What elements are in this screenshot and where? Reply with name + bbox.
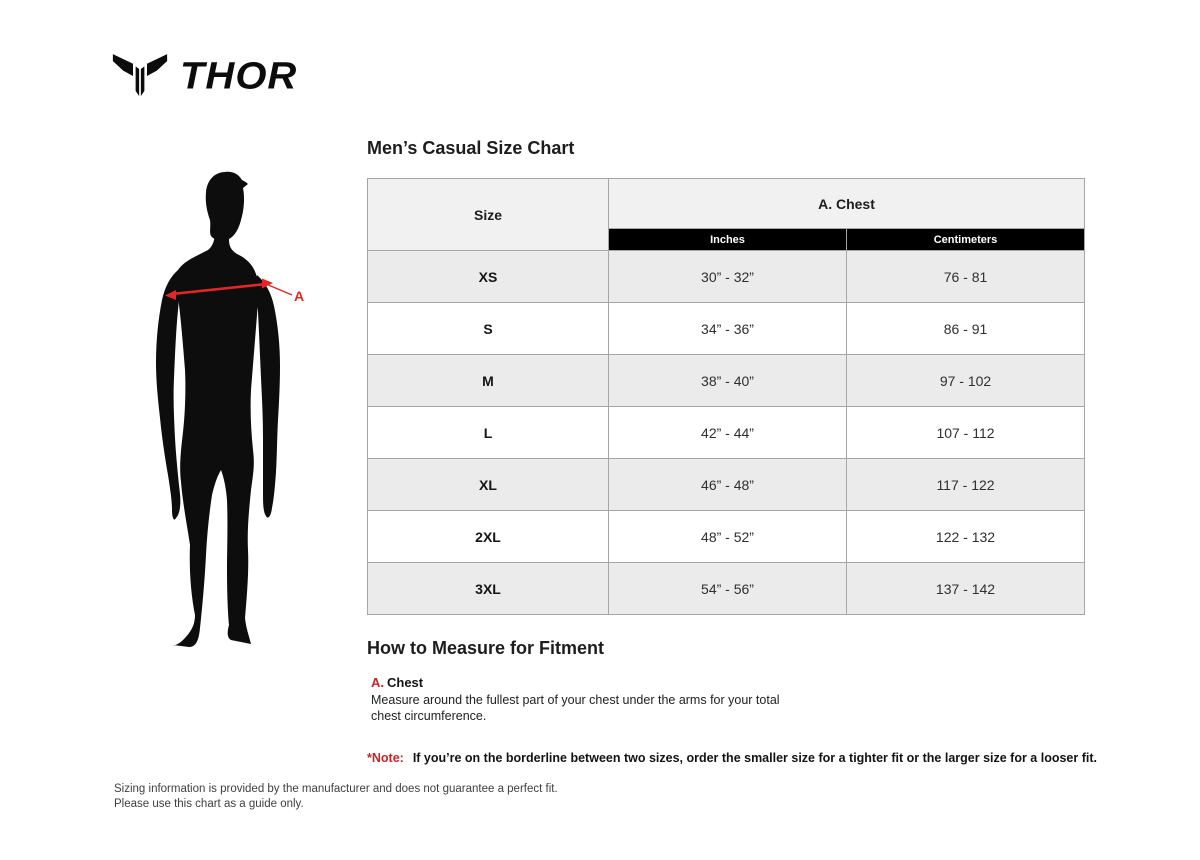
size-chart-table	[367, 178, 1085, 615]
cell-inches: 34” - 36”	[609, 303, 847, 355]
size-chart-title: Men’s Casual Size Chart	[367, 138, 575, 158]
cell-centimeters: 86 - 91	[847, 303, 1085, 355]
column-header-centimeters: Centimeters	[847, 229, 1085, 251]
table-row	[368, 355, 1085, 407]
fitment-note	[367, 751, 1097, 765]
disclaimer-line-2: Please use this chart as a guide only.	[114, 798, 304, 810]
disclaimer-line-1: Sizing information is provided by the manufacturer and does not guarantee a perfect fit.	[114, 783, 558, 795]
measure-item-name: Chest	[387, 675, 424, 690]
table-row	[368, 407, 1085, 459]
cell-size: XL	[368, 459, 609, 511]
cell-centimeters: 107 - 112	[847, 407, 1085, 459]
thor-horns-icon	[112, 50, 168, 102]
note-label: *Note:	[367, 751, 404, 765]
cell-inches: 42” - 44”	[609, 407, 847, 459]
measure-item-description: Measure around the fullest part of your chest under the arms for your total chest circumference.	[371, 693, 780, 723]
silhouette-right-arm	[256, 275, 280, 518]
cell-inches: 54” - 56”	[609, 563, 847, 615]
cell-inches: 46” - 48”	[609, 459, 847, 511]
footer-disclaimer	[114, 782, 558, 812]
cell-size: M	[368, 355, 609, 407]
cell-inches: 30” - 32”	[609, 251, 847, 303]
cell-inches: 38” - 40”	[609, 355, 847, 407]
table-row	[368, 251, 1085, 303]
column-header-inches: Inches	[609, 229, 847, 251]
cell-centimeters: 137 - 142	[847, 563, 1085, 615]
table-row	[368, 511, 1085, 563]
how-to-measure-title: How to Measure for Fitment	[367, 638, 605, 658]
brand-wordmark: THOR	[180, 54, 298, 97]
table-row	[368, 563, 1085, 615]
column-header-size: Size	[368, 179, 609, 251]
cell-centimeters: 117 - 122	[847, 459, 1085, 511]
cell-size: S	[368, 303, 609, 355]
cell-inches: 48” - 52”	[609, 511, 847, 563]
male-silhouette-figure	[145, 170, 305, 648]
size-table-body	[368, 251, 1085, 615]
cell-size: 3XL	[368, 563, 609, 615]
silhouette-left-arm	[156, 270, 180, 520]
cell-size: 2XL	[368, 511, 609, 563]
table-row	[368, 303, 1085, 355]
measure-item-chest	[371, 675, 423, 690]
table-row	[368, 459, 1085, 511]
column-header-chest-group: A. Chest	[609, 179, 1085, 229]
cell-size: XS	[368, 251, 609, 303]
cell-size: L	[368, 407, 609, 459]
thor-logo	[112, 50, 297, 102]
cell-centimeters: 97 - 102	[847, 355, 1085, 407]
cell-centimeters: 76 - 81	[847, 251, 1085, 303]
chest-measurement-label: A	[294, 288, 305, 304]
measure-item-letter: A.	[371, 675, 384, 690]
note-text: If you’re on the borderline between two sizes, order the smaller size for a tighter fit or the larger size for a looser fit.	[412, 751, 1097, 765]
cell-centimeters: 122 - 132	[847, 511, 1085, 563]
